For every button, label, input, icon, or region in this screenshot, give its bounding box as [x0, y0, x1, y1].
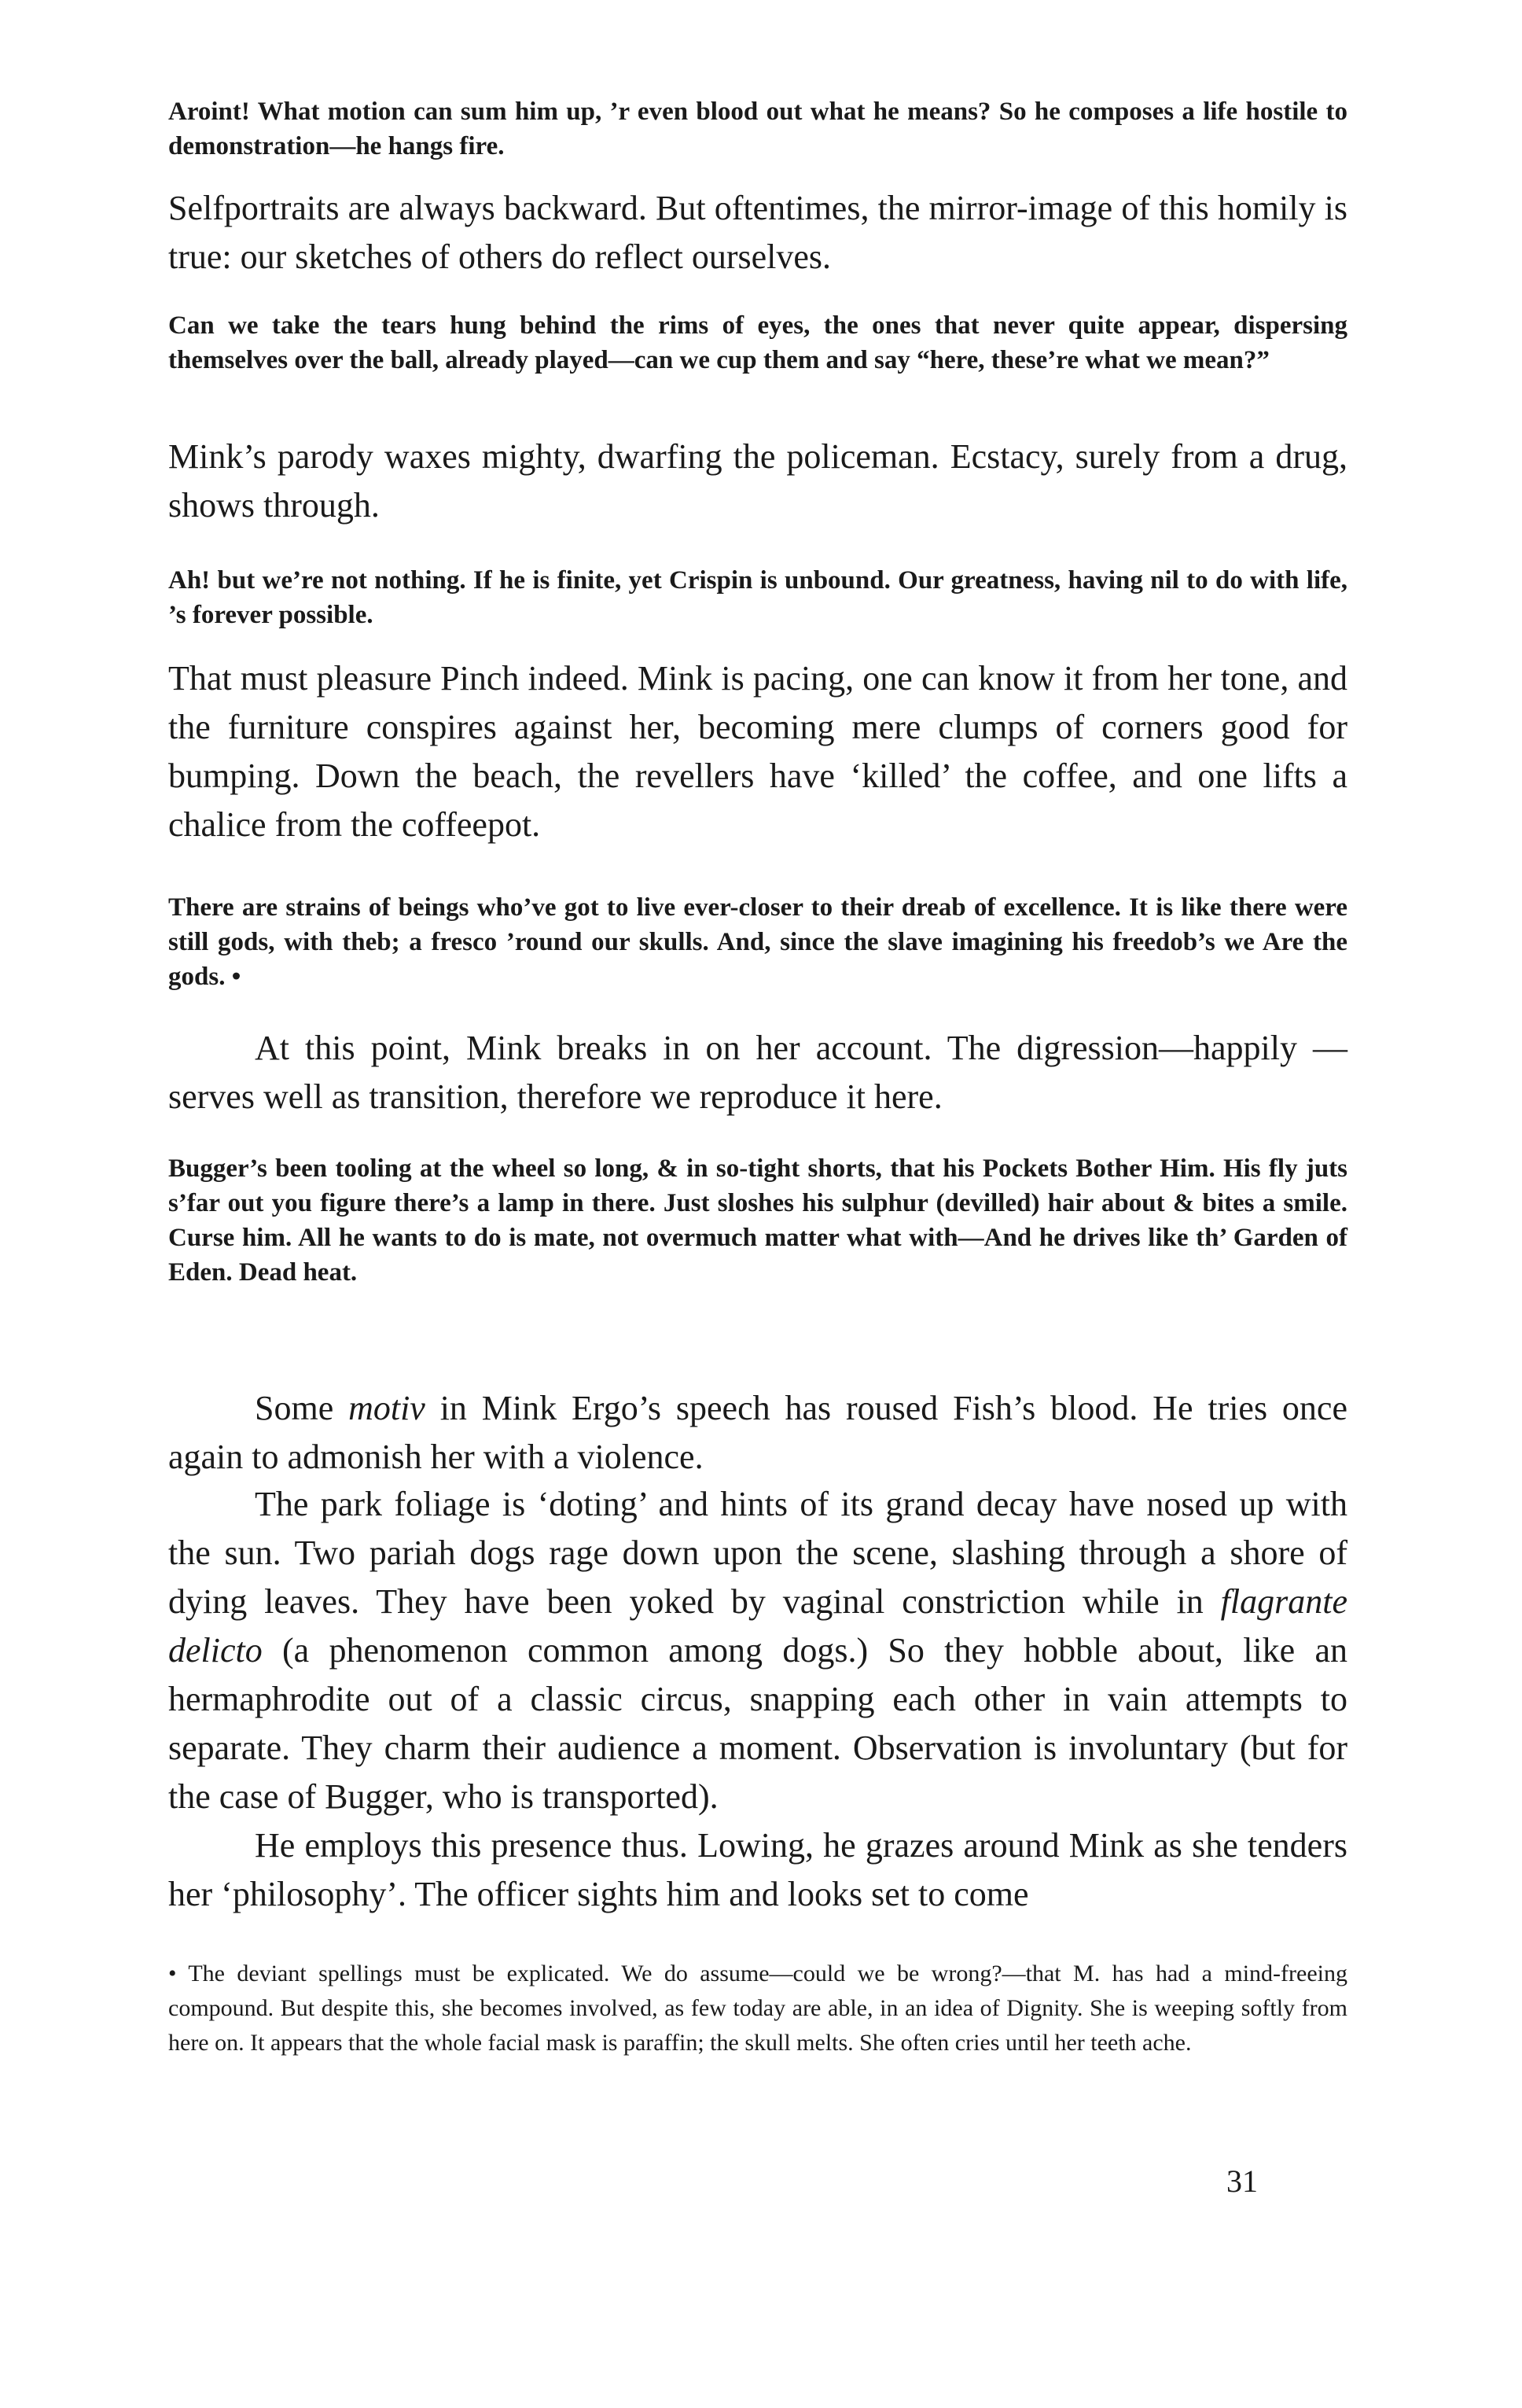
body-paragraph-2: Mink’s parody waxes mighty, dwarfing the policeman. Ecstacy, surely from a drug, shows through. [168, 437, 1347, 525]
body-paragraph-7: He employs this presence thus. Lowing, he grazes around Mink as she tenders her ‘philosophy’. The officer sights him and looks set to come [168, 1826, 1347, 1913]
footnote: • The deviant spellings must be explicated. We do assume—could we be wrong?—that M. has had a mind-freeing compound. But despite this, she becomes involved, as few today are able, in an idea of Dignity. She is weeping softly from here on. It appears that the whole facial mask is paraffin; the skull melts. She often cries until her teeth ache. [168, 1961, 1347, 2056]
bold-passage-4: There are strains of beings who’ve got to live ever-closer to their dreab of excellence. It is like there were still gods, with theb; a fresco ’round our skulls. And, since the slave imagining his freedob’s we Are the gods. • [168, 893, 1347, 991]
motiv-italic: motiv [348, 1389, 425, 1427]
body-paragraph-4: At this point, Mink breaks in on her account. The digression—happily —serves well as transition, therefore we reproduce it here. [168, 1029, 1347, 1116]
page-number: 31 [1226, 2163, 1258, 2199]
body-paragraph-1: Selfportraits are always backward. But oftentimes, the mirror-image of this homily is true: our sketches of others do reflect ourselves. [168, 189, 1347, 276]
bold-passage-3: Ah! but we’re not nothing. If he is finite, yet Crispin is unbound. Our greatness, having nil to do with life, ’s forever possible. [168, 566, 1347, 629]
p11-text-start: The park foliage is ‘doting’ and hints of its grand decay have nosed up with the sun. Two pariah dogs rage down upon the scene, slashing through a shore of dying leaves. They have been yoked by vaginal constriction while in [168, 1485, 1347, 1621]
flagrante-delicto-italic: flagrante delicto [168, 1582, 1347, 1670]
bold-passage-1: Aroint! What motion can sum him up, ’r even blood out what he means? So he composes a life hostile to demonstration—he hangs fire. [168, 98, 1347, 160]
body-paragraph-6 [168, 1480, 1347, 1821]
body-paragraph-5 [168, 1384, 1347, 1482]
bold-passage-5: Bugger’s been tooling at the wheel so long, & in so-tight shorts, that his Pockets Bother Him. His fly juts s’far out you figure there’s a lamp in there. Just sloshes his sulphur (devilled) hair about & bites a smile. Curse him. All he wants to do is mate, not overmuch matter what with—And he drives like th’ Garden of Eden. Dead heat. [168, 1154, 1347, 1287]
bold-passage-2: Can we take the tears hung behind the rims of eyes, the ones that never quite appear, dispersing themselves over the ball, already played—can we cup them and say “here, these’re what we mean?” [168, 311, 1347, 374]
p10-text-end: in Mink Ergo’s speech has roused Fish’s blood. He tries once again to admonish her with a violence. [168, 1389, 1347, 1476]
body-paragraph-3: That must pleasure Pinch indeed. Mink is pacing, one can know it from her tone, and the furniture conspires against her, becoming mere clumps of corners good for bumping. Down the beach, the revellers have ‘killed’ the coffee, and one lifts a chalice from the coffeepot. [168, 659, 1347, 844]
p11-text-end: (a phenomenon common among dogs.) So they hobble about, like an hermaphrodite out of a classic circus, snapping each other in vain attempts to separate. They charm their audience a moment. Observation is involuntary (but for the case of Bugger, who is transported). [168, 1631, 1347, 1816]
p10-text-start: Some [255, 1389, 349, 1427]
